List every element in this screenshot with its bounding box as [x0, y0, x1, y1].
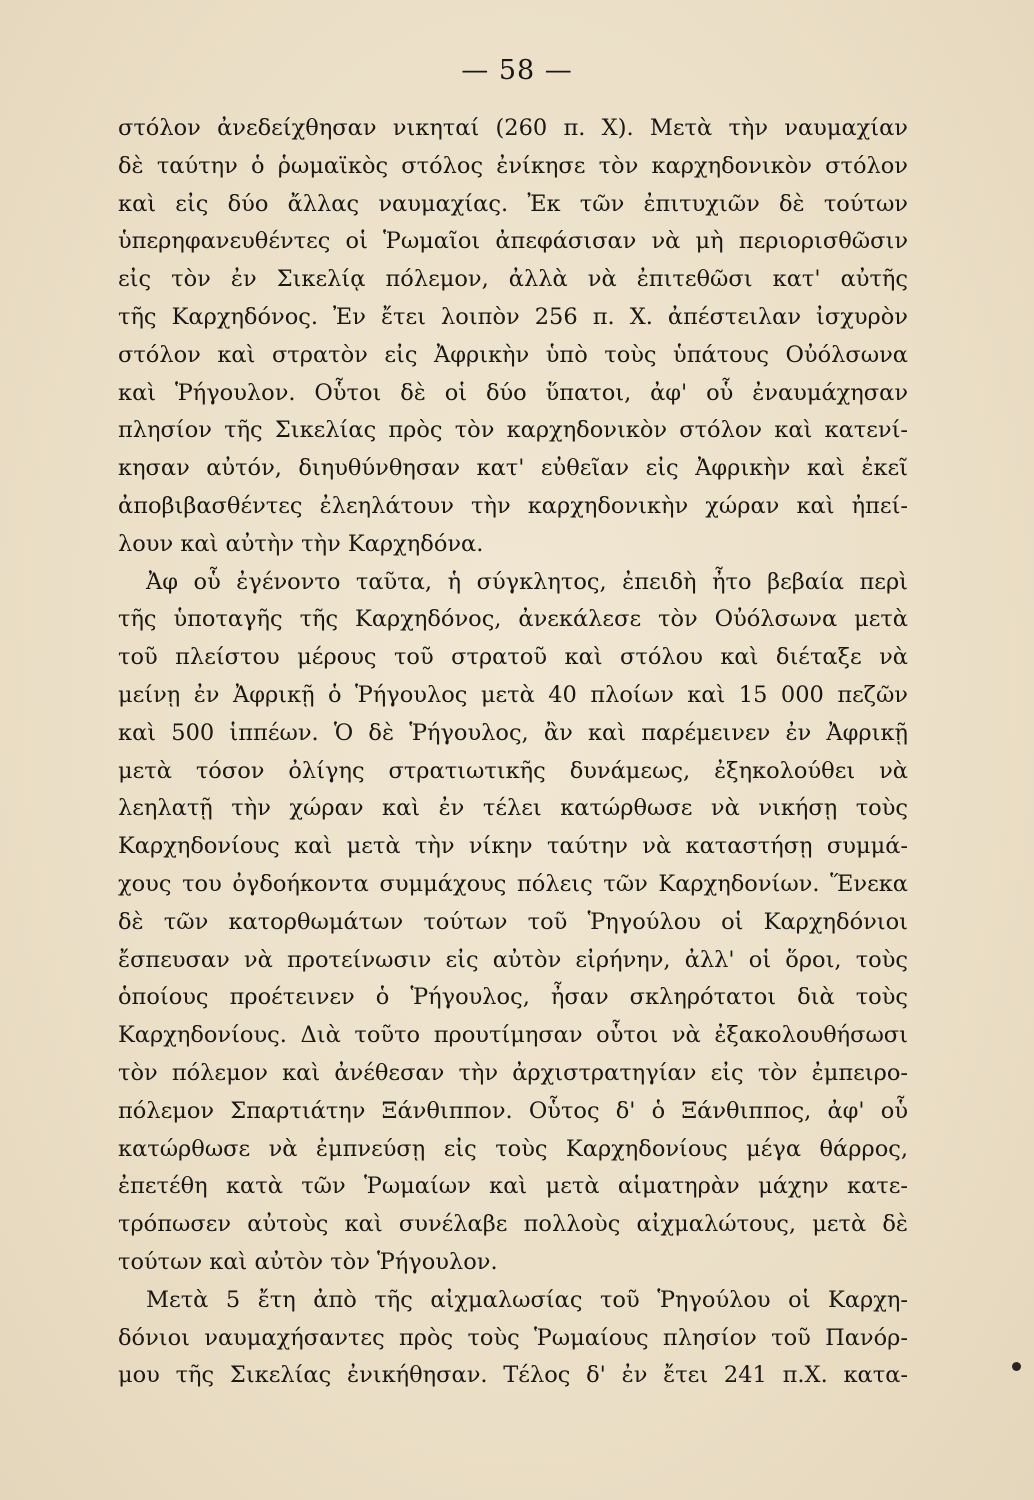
- text-line: τῆς ὑποταγῆς τῆς Καρχηδόνος, ἀνεκάλεσε τὸν Οὐόλσωνα μετὰ: [118, 606, 908, 633]
- text-line: δὲ τῶν κατορθωμάτων τούτων τοῦ Ῥηγούλου οἱ Καρχηδόνιοι: [118, 908, 908, 935]
- page-number: — 58 —: [461, 55, 573, 86]
- text-line: τοῦ πλείστου μέρους τοῦ στρατοῦ καὶ στόλου καὶ διέταξε νὰ: [118, 644, 908, 671]
- text-line: λεηλατῇ τὴν χώραν καὶ ἐν τέλει κατώρθωσε νὰ νικήσῃ τοὺς: [118, 795, 908, 822]
- text-line: τούτων καὶ αὐτὸν τὸν Ῥήγουλον.: [118, 1248, 498, 1275]
- text-line: κησαν αὐτόν, διηυθύνθησαν κατ' εὐθεῖαν εἰς Ἀφρικὴν καὶ ἐκεῖ: [118, 455, 908, 482]
- text-line: καὶ 500 ἱππέων. Ὁ δὲ Ῥήγουλος, ἂν καὶ παρέμεινεν ἐν Ἀφρικῇ: [118, 719, 908, 746]
- text-line: δόνιοι ναυμαχήσαντες πρὸς τοὺς Ῥωμαίους πλησίον τοῦ Πανόρ-: [118, 1324, 908, 1351]
- text-line: μου τῆς Σικελίας ἐνικήθησαν. Τέλος δ' ἐν ἔτει 241 π.Χ. κατα-: [118, 1362, 908, 1389]
- text-line: ὑπερηφανευθέντες οἱ Ῥωμαῖοι ἀπεφάσισαν νὰ μὴ περιορισθῶσιν: [118, 228, 908, 255]
- ink-dot-mark: [1012, 1362, 1021, 1371]
- text-line: τρόπωσεν αὐτοὺς καὶ συνέλαβε πολλοὺς αἰχμαλώτους, μετὰ δὲ: [118, 1211, 908, 1238]
- text-line: δὲ ταύτην ὁ ῥωμαϊκὸς στόλος ἐνίκησε τὸν καρχηδονικὸν στόλον: [118, 152, 908, 179]
- text-line: ὁποίους προέτεινεν ὁ Ῥήγουλος, ἦσαν σκληρότατοι διὰ τοὺς: [118, 984, 908, 1011]
- text-line: Καρχηδονίους. Διὰ τοῦτο προυτίμησαν οὗτοι νὰ ἐξακολουθήσωσι: [118, 1022, 908, 1049]
- text-line: ἀποβιβασθέντες ἐλεηλάτουν τὴν καρχηδονικὴν χώραν καὶ ἠπεί-: [118, 492, 908, 519]
- text-line: μείνῃ ἐν Ἀφρικῇ ὁ Ῥήγουλος μετὰ 40 πλοίων καὶ 15 000 πεζῶν: [118, 681, 908, 708]
- text-line: στόλον ἀνεδείχθησαν νικηταί (260 π. Χ). Μετὰ τὴν ναυμαχίαν: [118, 115, 908, 141]
- text-line: λουν καὶ αὐτὴν τὴν Καρχηδόνα.: [118, 530, 484, 557]
- text-line: καὶ Ῥήγουλον. Οὗτοι δὲ οἱ δύο ὕπατοι, ἀφ' οὗ ἐναυμάχησαν: [118, 379, 908, 406]
- body-text: [118, 110, 908, 1395]
- text-line: Μετὰ 5 ἔτη ἀπὸ τῆς αἰχμαλωσίας τοῦ Ῥηγούλου οἱ Καρχη-: [146, 1286, 908, 1313]
- text-line: μετὰ τόσον ὀλίγης στρατιωτικῆς δυνάμεως, ἐξηκολούθει νὰ: [118, 757, 908, 784]
- text-line: ἔσπευσαν νὰ προτείνωσιν εἰς αὐτὸν εἰρήνην, ἀλλ' οἱ ὅροι, τοὺς: [118, 946, 908, 973]
- text-line: καὶ εἰς δύο ἄλλας ναυμαχίας. Ἐκ τῶν ἐπιτυχιῶν δὲ τούτων: [118, 190, 908, 217]
- text-line: Καρχηδονίους καὶ μετὰ τὴν νίκην ταύτην νὰ καταστήσῃ συμμά-: [118, 833, 908, 860]
- text-line: κατώρθωσε νὰ ἐμπνεύσῃ εἰς τοὺς Καρχηδονίους μέγα θάρρος,: [118, 1135, 908, 1162]
- text-line: ἐπετέθη κατὰ τῶν Ῥωμαίων καὶ μετὰ αἱματηρὰν μάχην κατε-: [118, 1173, 908, 1200]
- text-line: στόλον καὶ στρατὸν εἰς Ἀφρικὴν ὑπὸ τοὺς ὑπάτους Οὐόλσωνα: [118, 341, 908, 368]
- text-line: χους του ὀγδοήκοντα συμμάχους πόλεις τῶν Καρχηδονίων. Ἕνεκα: [118, 870, 908, 897]
- text-line: πλησίον τῆς Σικελίας πρὸς τὸν καρχηδονικὸν στόλον καὶ κατενί-: [118, 417, 908, 444]
- text-line: τῆς Καρχηδόνος. Ἐν ἔτει λοιπὸν 256 π. Χ. ἀπέστειλαν ἰσχυρὸν: [118, 303, 908, 330]
- text-line: πόλεμον Σπαρτιάτην Ξάνθιππον. Οὗτος δ' ὁ Ξάνθιππος, ἀφ' οὗ: [118, 1097, 908, 1124]
- text-line: Ἀφ οὗ ἐγένοντο ταῦτα, ἡ σύγκλητος, ἐπειδὴ ἦτο βεβαία περὶ: [146, 568, 908, 595]
- text-line: εἰς τὸν ἐν Σικελίᾳ πόλεμον, ἀλλὰ νὰ ἐπιτεθῶσι κατ' αὐτῆς: [118, 266, 908, 293]
- text-line: τὸν πόλεμον καὶ ἀνέθεσαν τὴν ἀρχιστρατηγίαν εἰς τὸν ἐμπειρο-: [118, 1059, 908, 1086]
